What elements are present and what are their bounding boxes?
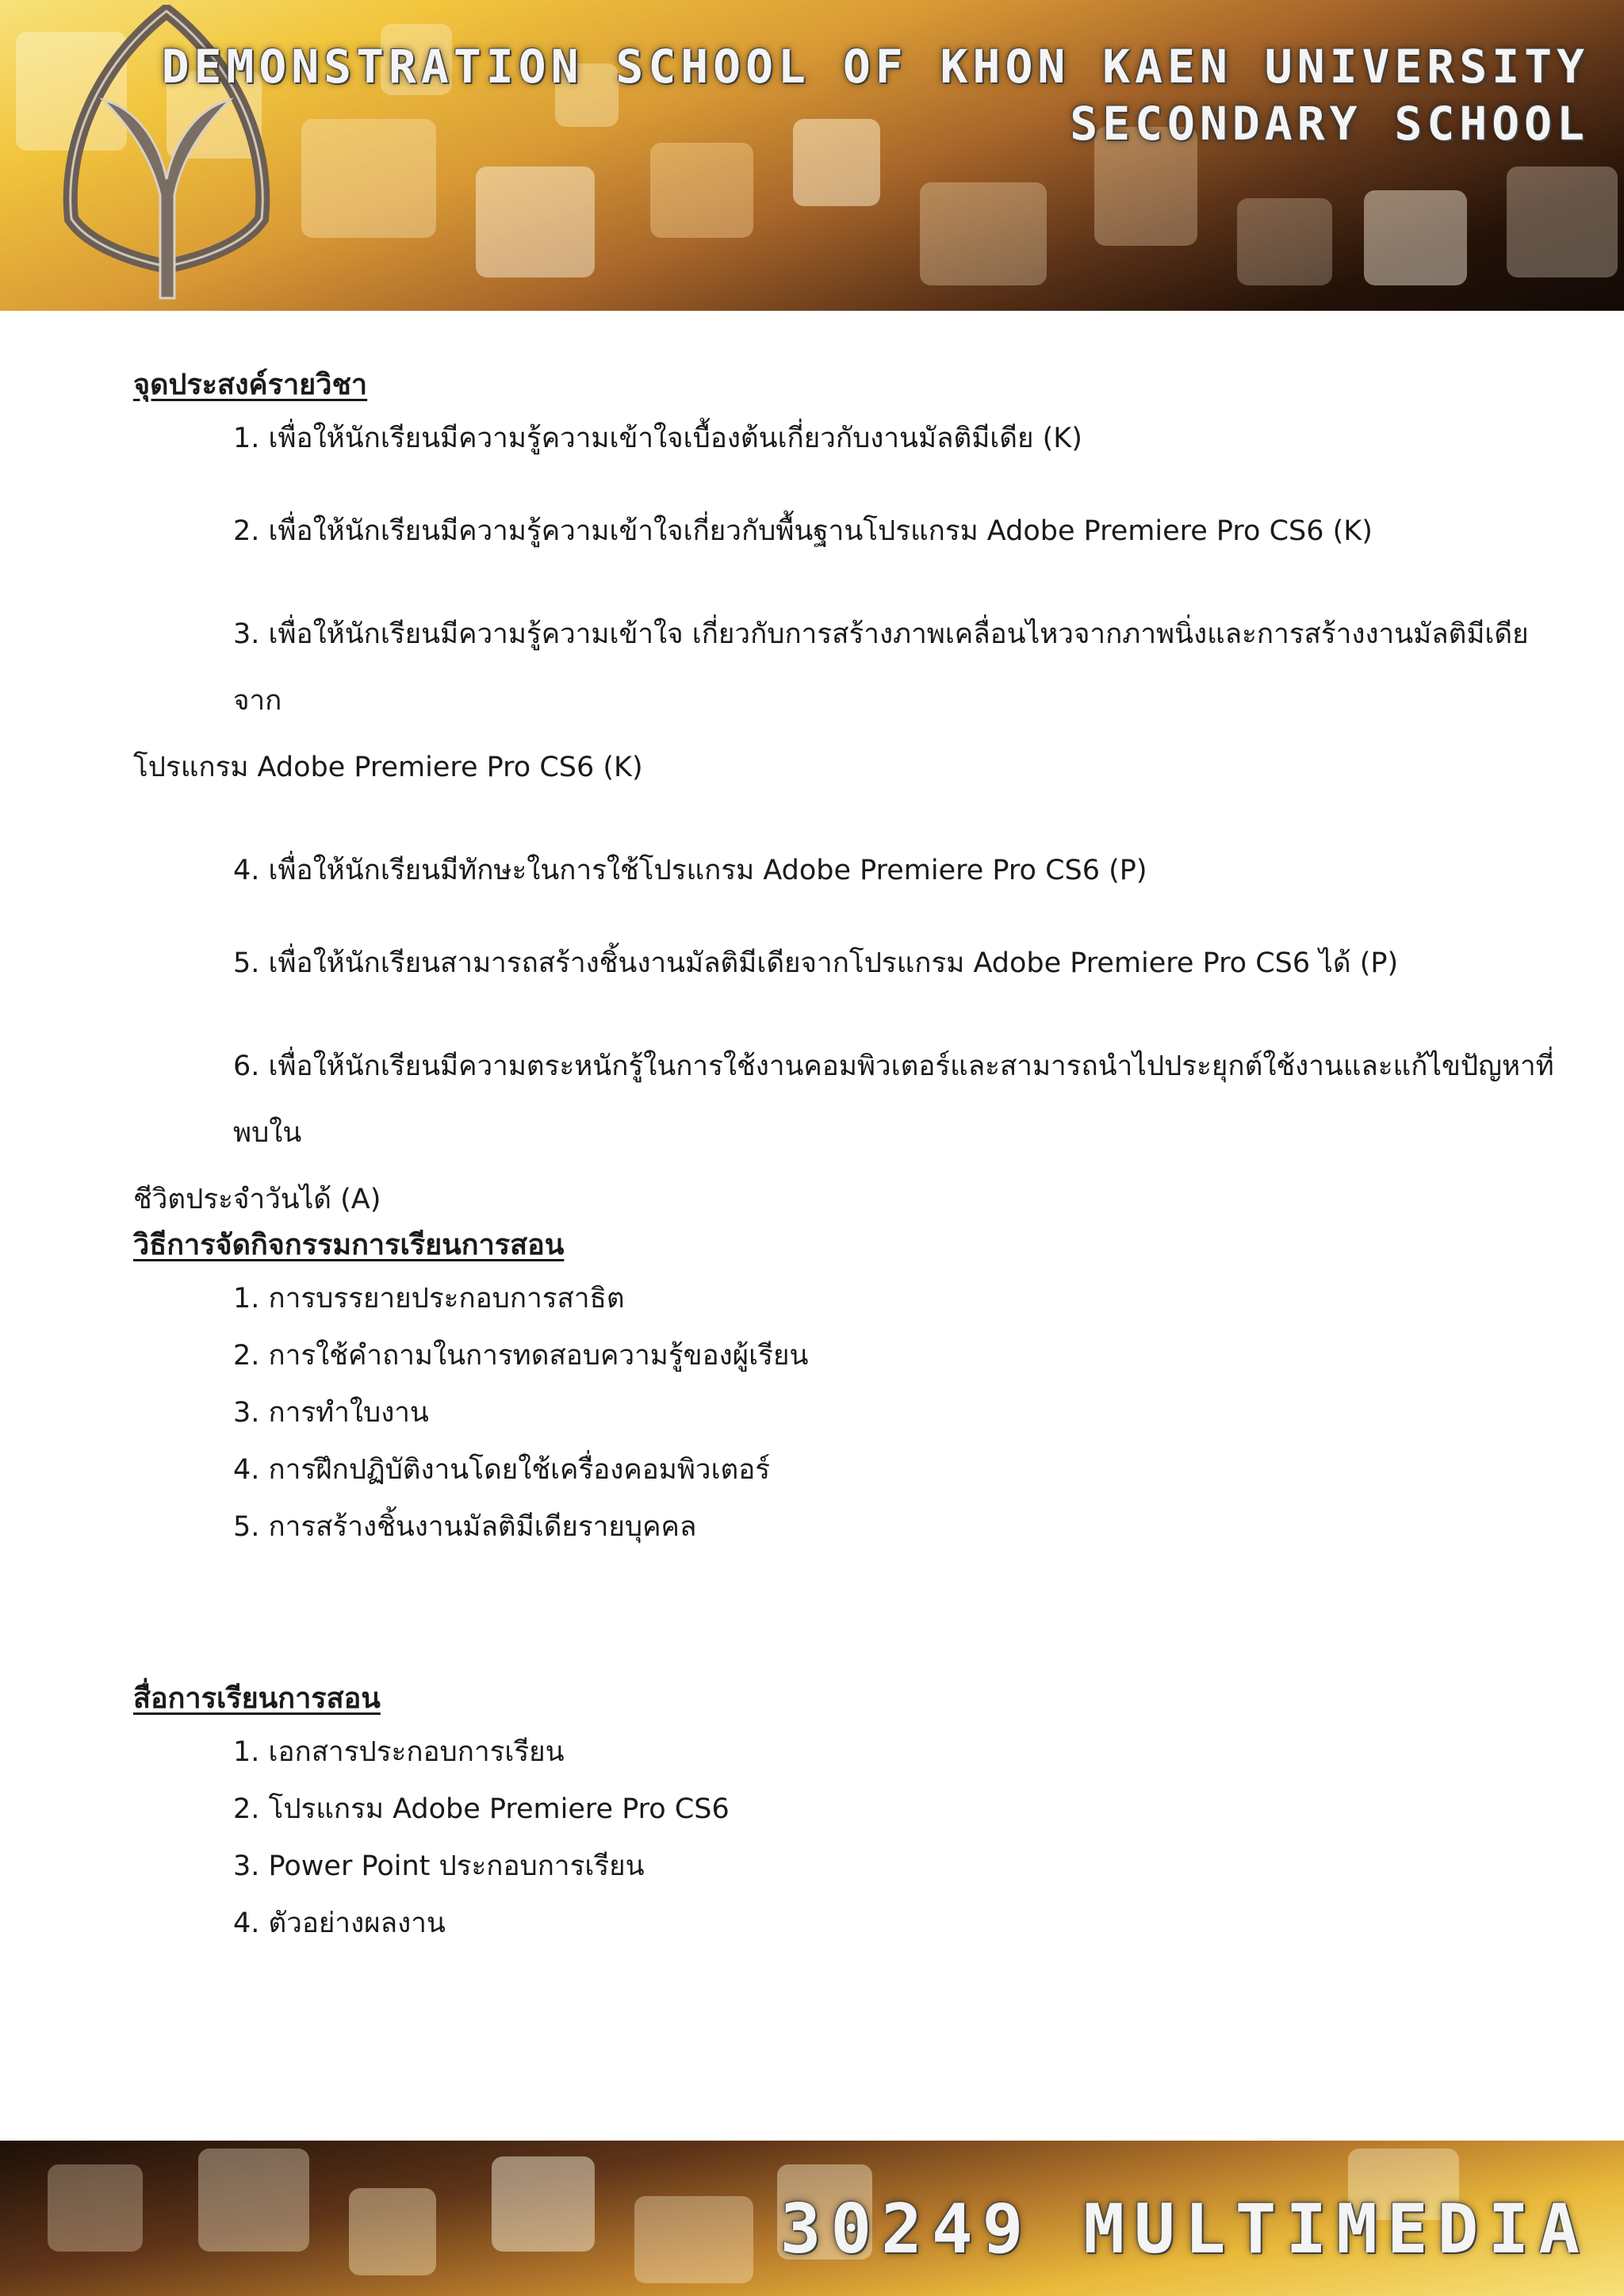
banner-decor-square [1507, 166, 1618, 277]
school-name-line-1: DEMONSTRATION SCHOOL OF KHON KAEN UNIVERSITY [161, 40, 1589, 94]
objective-text: 4. เพื่อให้นักเรียนมีทักษะในการใช้โปรแกรม Adobe Premiere Pro CS6 (P) [233, 855, 1147, 886]
objective-item [133, 601, 1561, 801]
media-section [133, 1678, 1561, 1957]
objective-text: 5. เพื่อให้นักเรียนสามารถสร้างชิ้นงานมัลติมีเดียจากโปรแกรม Adobe Premiere Pro CS6 ได้ (P) [233, 947, 1399, 979]
objective-text: 2. เพื่อให้นักเรียนมีความรู้ความเข้าใจเกี่ยวกับพื้นฐานโปรแกรม Adobe Premiere Pro CS6 (K) [233, 515, 1373, 547]
objective-item [133, 1033, 1561, 1233]
banner-decor-square [1237, 198, 1332, 285]
media-item: 1. เอกสารประกอบการเรียน [233, 1736, 565, 1768]
banner-decor-square [1364, 190, 1467, 285]
activity-item: 5. การสร้างชิ้นงานมัลติมีเดียรายบุคคล [233, 1511, 697, 1543]
banner-decor-square [650, 143, 753, 238]
objective-item [133, 508, 1561, 554]
objective-text-continued: ชีวิตประจำวันได้ (A) [133, 1184, 381, 1215]
activity-item: 2. การใช้คำถามในการทดสอบความรู้ของผู้เรียน [233, 1340, 809, 1372]
activity-item: 1. การบรรยายประกอบการสาธิต [233, 1283, 625, 1314]
school-name-line-2: SECONDARY SCHOOL [1070, 97, 1589, 151]
objective-item [133, 940, 1561, 986]
banner-decor-square [634, 2196, 753, 2283]
banner-decor-square [198, 2149, 309, 2252]
media-item: 4. ตัวอย่างผลงาน [233, 1908, 446, 1939]
banner-decor-square [48, 2164, 143, 2252]
activities-section [133, 1225, 1561, 1561]
banner-decor-square [476, 166, 595, 277]
objective-text-continued: โปรแกรม Adobe Premiere Pro CS6 (K) [133, 752, 643, 783]
media-item: 3. Power Point ประกอบการเรียน [233, 1850, 645, 1882]
header-banner [0, 0, 1624, 311]
objective-text: 3. เพื่อให้นักเรียนมีความรู้ความเข้าใจ เกี่ยวกับการสร้างภาพเคลื่อนไหวจากภาพนิ่งและการสร้างงานมัลติมีเดียจาก [233, 618, 1529, 717]
objective-item [133, 848, 1561, 894]
objectives-heading: จุดประสงค์รายวิชา [133, 369, 368, 401]
media-item: 2. โปรแกรม Adobe Premiere Pro CS6 [233, 1793, 730, 1825]
objectives-section [133, 365, 1561, 1280]
footer-banner [0, 2141, 1624, 2296]
objective-item [133, 415, 1561, 461]
school-name-title [162, 38, 1589, 152]
activity-item: 4. การฝึกปฏิบัติงานโดยใช้เครื่องคอมพิวเตอร์ [233, 1454, 771, 1486]
banner-decor-square [492, 2156, 595, 2252]
activities-heading: วิธีการจัดกิจกรรมการเรียนการสอน [133, 1229, 565, 1261]
banner-decor-square [349, 2188, 436, 2275]
media-heading: สื่อการเรียนการสอน [133, 1682, 381, 1715]
course-title: 30249 MULTIMEDIA [779, 2190, 1589, 2269]
objective-text: 6. เพื่อให้นักเรียนมีความตระหนักรู้ในการใช้งานคอมพิวเตอร์และสามารถนำไปประยุกต์ใช้งานและแก้ไขปัญหาที่พบใน [233, 1050, 1554, 1149]
activity-item: 3. การทำใบงาน [233, 1397, 429, 1429]
objective-text: 1. เพื่อให้นักเรียนมีความรู้ความเข้าใจเบื้องต้นเกี่ยวกับงานมัลติมีเดีย (K) [233, 423, 1082, 454]
banner-decor-square [920, 182, 1047, 285]
